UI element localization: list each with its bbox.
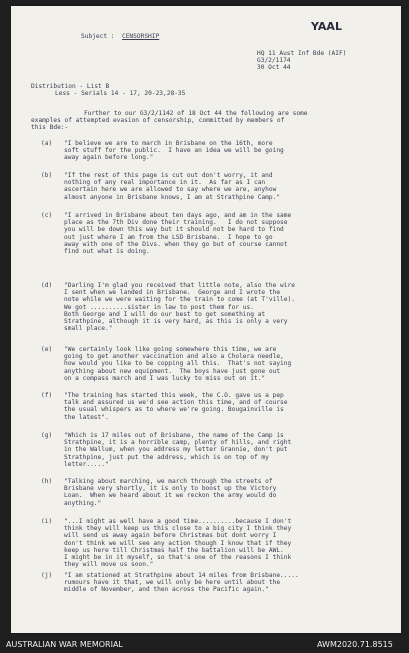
- header-ref-2: G3/2/1174: [257, 57, 291, 64]
- example-item-letter: (h): [41, 478, 53, 485]
- footer-accession-number: AWM2020.71.8515: [317, 640, 393, 649]
- header-ref-1: HQ 11 Aust Inf Bde (AIF): [257, 50, 347, 57]
- example-item-quote: [64, 432, 291, 468]
- quote-line: I might be in it myself, so that's one of the reasons I think: [64, 554, 292, 562]
- handwritten-annotation: YAAL: [311, 20, 342, 33]
- example-item-quote: [64, 172, 280, 201]
- quote-line: "Darling I'm glad you received that little note, also the wire: [64, 282, 295, 289]
- quote-line: rumours have it that, we will only be here until about the: [64, 579, 281, 587]
- example-item-letter: (b): [41, 172, 53, 179]
- quote-line: the latest".: [64, 413, 109, 421]
- header-ref-3: 30 Oct 44: [257, 64, 291, 71]
- example-item-letter: (i): [41, 518, 53, 525]
- quote-line: soft stuff for the public. I have an idea we will be going: [64, 147, 284, 155]
- quote-line: anything.": [64, 499, 102, 507]
- example-item-quote: [64, 478, 276, 507]
- quote-line: they will move us soon.": [64, 561, 154, 569]
- quote-line: "I am stationed at Strathpine about 14 miles from Brisbane.....: [64, 572, 299, 579]
- example-item-quote: [64, 572, 299, 594]
- quote-line: "...I might as well have a good time..........because I don't: [64, 518, 292, 525]
- quote-line: We got ..........sister in law to post them for us.: [64, 303, 254, 311]
- example-item-letter: (g): [41, 432, 53, 439]
- document-page: [11, 6, 401, 633]
- quote-line: Loan. When we heard about it we reckon the army would do: [64, 492, 277, 500]
- quote-line: almost anyone in Brisbane knows, I am at Strathpine Camp.": [64, 193, 281, 201]
- subject-label: Subject :: [81, 33, 115, 40]
- quote-line: keep us here till Christmas half the battalion will be AWL.: [64, 546, 284, 554]
- quote-line: "Talking about marching, we march through the streets of: [64, 478, 273, 485]
- quote-line: out just where I am from the LSD Brisbane. I hope to go: [64, 233, 273, 241]
- archive-footer: [0, 635, 409, 653]
- distribution-list: Distribution - List B: [31, 83, 110, 90]
- quote-line: Strathpine, although it is very hard, as this is only a very: [64, 318, 288, 326]
- example-item-letter: (f): [41, 392, 53, 399]
- quote-line: you will be down this way but it should not be hard to find: [64, 226, 284, 234]
- quote-line: place as the 7th Div done their training. I do not suppose: [64, 219, 288, 227]
- example-item-quote: [64, 346, 291, 382]
- quote-line: "If the rest of this page is cut out don't worry, it and: [64, 172, 273, 179]
- example-item-quote: [64, 140, 284, 162]
- distribution-less: Less - Serials 14 - 17, 20-23,28-35: [55, 90, 186, 97]
- quote-line: nothing of any real importance in it. As far as I can: [64, 179, 266, 187]
- subject-value: CENSORSHIP: [121, 33, 160, 40]
- footer-institution: AUSTRALIAN WAR MEMORIAL: [6, 640, 123, 649]
- quote-line: "The training has started this week, the C.O. gave us a pep: [64, 392, 284, 399]
- quote-line: away again before long.": [64, 154, 154, 162]
- example-item-letter: (d): [41, 282, 53, 289]
- quote-line: letter.....": [64, 460, 109, 468]
- quote-line: ascertain here we are allowed to say where we are, anyhow: [64, 186, 277, 194]
- quote-line: going to get another vaccination and also a Cholera needle,: [64, 353, 284, 361]
- quote-line: on a compass march and I was lucky to miss out on it.": [64, 374, 266, 382]
- intro-line-1: Further to our G3/2/1142 of 18 Oct 44 the following are some: [84, 110, 308, 117]
- quote-line: Brisbane very shortly, it is only to boost up the Victory: [64, 485, 277, 493]
- quote-line: Both George and I will do our best to get something at: [64, 310, 266, 318]
- quote-line: I sent when we landed in Brisbane. George and I wrote the: [64, 289, 281, 297]
- quote-line: away with one of the Divs. when they go but of course cannot: [64, 240, 288, 248]
- example-item-letter: (a): [41, 140, 53, 147]
- example-item-quote: [64, 392, 288, 421]
- quote-line: middle of November, and then across the Pacific again.": [64, 586, 269, 594]
- quote-line: in the Wallum, when you address my letter Grannie, don't put: [64, 446, 288, 454]
- example-item-letter: (j): [41, 572, 53, 579]
- example-item-quote: [64, 282, 295, 332]
- example-item-letter: (c): [41, 212, 53, 219]
- subject-line: [81, 33, 159, 40]
- quote-line: "Which is 17 miles out of Brisbane, the name of the Camp is: [64, 432, 284, 439]
- quote-line: note while we were waiting for the train to come (at T'ville).: [64, 296, 295, 304]
- quote-line: don't think we will see any action though I know that if they: [64, 539, 292, 547]
- quote-line: small place.": [64, 325, 113, 333]
- quote-line: "I arrived in Brisbane about ten days ago, and am in the same: [64, 212, 292, 219]
- quote-line: "We certainly look like going somewhere this time, we are: [64, 346, 277, 353]
- quote-line: how would you like to be copping all this. That's not saying: [64, 360, 292, 368]
- quote-line: anything about new equipment. The boys have just gone out: [64, 367, 281, 375]
- intro-line-3: this Bde:-: [31, 124, 69, 131]
- quote-line: talk and assured us we'd see action this time, and of course: [64, 399, 288, 407]
- example-item-letter: (e): [41, 346, 53, 353]
- quote-line: "I believe we are to march in Brisbane on the 16th, more: [64, 140, 273, 147]
- quote-line: find out what is doing.: [64, 248, 150, 256]
- quote-line: Strathpine, it is a horrible camp, plenty of hills, and right: [64, 439, 292, 447]
- quote-line: the usual whispers as to where we're going. Bougainville is: [64, 406, 284, 414]
- intro-line-2: examples of attempted evasion of censorship, committed by members of: [31, 117, 285, 124]
- quote-line: will send us away again before Christmas but dont worry I: [64, 532, 277, 540]
- quote-line: think they will keep us this close to a big city I think they: [64, 525, 292, 533]
- example-item-quote: [64, 518, 291, 568]
- example-item-quote: [64, 212, 291, 255]
- quote-line: Strathpine, just put the address, which is on top of my: [64, 453, 269, 461]
